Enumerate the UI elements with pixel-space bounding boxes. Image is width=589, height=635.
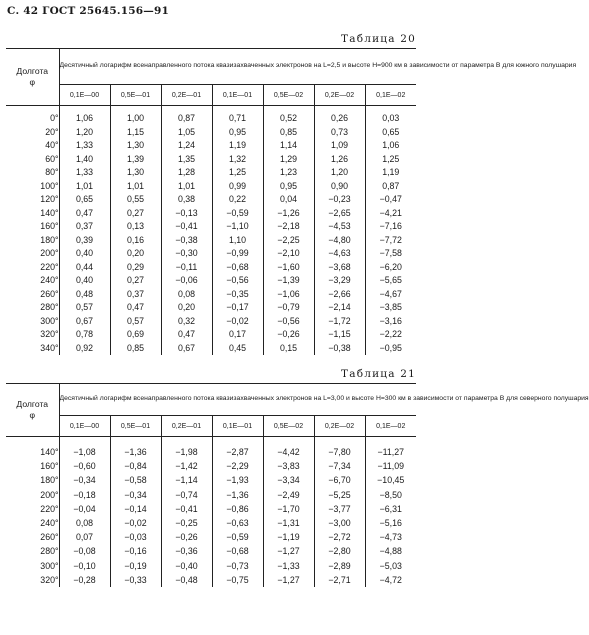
- value-cell: −0,79: [263, 301, 314, 315]
- longitude-cell: 140°: [6, 437, 59, 460]
- value-cell: 1,09: [314, 139, 365, 153]
- value-cell: 0,65: [382, 126, 400, 137]
- value-cell: −0,11: [161, 261, 212, 275]
- value-cell: 0,47: [161, 328, 212, 342]
- value-cell: 0,29: [110, 261, 161, 275]
- table-row: [6, 530, 416, 544]
- value-cell: −0,02: [110, 516, 161, 530]
- value-cell: −4,21: [379, 207, 402, 218]
- longitude-cell: 180°: [6, 473, 59, 487]
- column-header: 0,1E—00: [59, 85, 110, 106]
- longitude-cell: 240°: [6, 516, 59, 530]
- value-cell: 0,40: [59, 247, 110, 261]
- longitude-cell: 280°: [6, 301, 59, 315]
- value-cell: −0,63: [212, 516, 263, 530]
- table-row: [6, 544, 416, 558]
- table-body: [6, 106, 416, 356]
- value-cell: −5,03: [379, 560, 402, 571]
- value-cell: −0,13: [161, 207, 212, 221]
- longitude-header: [6, 384, 59, 437]
- value-cell: −2,18: [263, 220, 314, 234]
- value-cell: 0,48: [59, 288, 110, 302]
- value-cell: 0,08: [59, 516, 110, 530]
- table-row: [6, 288, 416, 302]
- value-cell: −11,09: [377, 461, 404, 472]
- table-row: [6, 139, 416, 153]
- value-cell: −4,63: [314, 247, 365, 261]
- column-header: 0,1E—01: [212, 85, 263, 106]
- value-cell: 1,01: [110, 180, 161, 194]
- value-cell: −1,26: [263, 207, 314, 221]
- value-cell: −0,38: [161, 234, 212, 248]
- value-cell: −0,84: [110, 459, 161, 473]
- value-cell: −7,72: [379, 234, 402, 245]
- value-cell: −0,59: [212, 207, 263, 221]
- value-cell: −3,29: [314, 274, 365, 288]
- value-cell: −7,58: [379, 248, 402, 258]
- value-cell: 1,28: [161, 166, 212, 180]
- longitude-cell: 300°: [6, 559, 59, 573]
- value-cell: −2,65: [314, 207, 365, 221]
- value-cell: 0,67: [59, 315, 110, 329]
- value-cell: 0,52: [263, 106, 314, 126]
- value-cell: 0,85: [110, 342, 161, 356]
- value-cell: −0,56: [212, 274, 263, 288]
- value-cell: −0,26: [263, 328, 314, 342]
- value-cell: −0,19: [110, 559, 161, 573]
- table-row: [6, 573, 416, 587]
- column-header: 0,2E—02: [314, 416, 365, 437]
- value-cell: −5,16: [379, 518, 402, 529]
- value-cell: −0,75: [212, 573, 263, 587]
- longitude-cell: 200°: [6, 247, 59, 261]
- value-cell: −0,17: [212, 301, 263, 315]
- value-cell: −1,15: [314, 328, 365, 342]
- value-cell: −0,02: [212, 315, 263, 329]
- value-cell: −7,16: [379, 221, 402, 231]
- value-cell: 0,90: [314, 180, 365, 194]
- value-cell: 1,15: [110, 126, 161, 140]
- value-cell: 0,08: [161, 288, 212, 302]
- column-header: 0,2E—02: [314, 85, 365, 106]
- column-header: 0,2E—01: [161, 85, 212, 106]
- table-row: [6, 247, 416, 261]
- value-cell: 0,95: [263, 180, 314, 194]
- longitude-cell: 40°: [6, 139, 59, 153]
- value-cell: 1,05: [161, 126, 212, 140]
- value-cell: −0,34: [59, 473, 110, 487]
- table-row: [6, 473, 416, 487]
- longitude-cell: 320°: [6, 328, 59, 342]
- table-row: [6, 261, 416, 275]
- value-cell: 1,01: [161, 180, 212, 194]
- value-cell: −1,10: [212, 220, 263, 234]
- value-cell: −0,14: [110, 502, 161, 516]
- table-row: [6, 488, 416, 502]
- value-cell: −0,95: [379, 342, 402, 353]
- longitude-cell: 300°: [6, 315, 59, 329]
- value-cell: −4,67: [379, 288, 402, 299]
- longitude-cell: 200°: [6, 488, 59, 502]
- value-cell: −0,73: [212, 559, 263, 573]
- value-cell: 0,95: [212, 126, 263, 140]
- table-20-caption: Таблица 20: [341, 33, 416, 45]
- value-cell: −1,39: [263, 274, 314, 288]
- value-cell: −0,47: [379, 194, 402, 204]
- value-cell: −1,27: [263, 573, 314, 587]
- value-cell: −5,25: [314, 488, 365, 502]
- longitude-cell: 180°: [6, 234, 59, 248]
- value-cell: 1,30: [110, 166, 161, 180]
- value-cell: −2,72: [314, 530, 365, 544]
- value-cell: −11,27: [377, 447, 404, 457]
- value-cell: −0,25: [161, 516, 212, 530]
- value-cell: −2,22: [379, 329, 402, 339]
- value-cell: −5,65: [379, 275, 402, 285]
- value-cell: −0,04: [59, 502, 110, 516]
- value-cell: −3,16: [379, 315, 402, 326]
- value-cell: 1,26: [314, 153, 365, 167]
- value-cell: 0,04: [263, 193, 314, 207]
- value-cell: 0,26: [314, 106, 365, 126]
- table-row: [6, 342, 416, 356]
- column-header: 0,5E—01: [110, 416, 161, 437]
- value-cell: 0,40: [59, 274, 110, 288]
- longitude-cell: 280°: [6, 544, 59, 558]
- value-cell: −7,34: [314, 459, 365, 473]
- value-cell: −0,06: [161, 274, 212, 288]
- value-cell: 1,35: [161, 153, 212, 167]
- value-cell: −1,06: [263, 288, 314, 302]
- table-row: [6, 166, 416, 180]
- value-cell: −4,42: [263, 437, 314, 460]
- column-header: 0,1E—00: [59, 416, 110, 437]
- value-cell: −2,10: [263, 247, 314, 261]
- value-cell: 0,27: [110, 207, 161, 221]
- value-cell: 0,17: [212, 328, 263, 342]
- value-cell: 0,85: [263, 126, 314, 140]
- value-cell: 1,10: [212, 234, 263, 248]
- value-cell: −1,14: [161, 473, 212, 487]
- value-cell: 0,71: [212, 106, 263, 126]
- value-cell: 0,87: [382, 180, 400, 191]
- value-cell: 1,19: [212, 139, 263, 153]
- table-21-caption: Таблица 21: [341, 368, 416, 380]
- value-cell: 0,57: [110, 315, 161, 329]
- value-cell: −1,60: [263, 261, 314, 275]
- value-cell: −4,88: [379, 546, 402, 557]
- value-cell: −1,98: [161, 437, 212, 460]
- value-cell: 0,03: [382, 113, 400, 123]
- value-cell: 1,33: [59, 139, 110, 153]
- column-header: 0,5E—02: [263, 85, 314, 106]
- value-cell: −0,34: [110, 488, 161, 502]
- longitude-cell: 80°: [6, 166, 59, 180]
- value-cell: 0,15: [263, 342, 314, 356]
- value-cell: 0,99: [212, 180, 263, 194]
- value-cell: −2,49: [263, 488, 314, 502]
- value-cell: −8,50: [379, 489, 402, 500]
- longitude-cell: 100°: [6, 180, 59, 194]
- value-cell: 0,47: [59, 207, 110, 221]
- value-cell: −0,68: [212, 544, 263, 558]
- table-row: [6, 153, 416, 167]
- table-20: [6, 48, 577, 355]
- value-cell: −0,26: [161, 530, 212, 544]
- value-cell: 0,32: [161, 315, 212, 329]
- table-row: [6, 559, 416, 573]
- value-cell: 1,24: [161, 139, 212, 153]
- value-cell: −6,20: [379, 261, 402, 272]
- value-cell: −0,40: [161, 559, 212, 573]
- value-cell: −6,31: [379, 503, 402, 514]
- value-cell: 1,33: [59, 166, 110, 180]
- value-cell: −0,28: [59, 573, 110, 587]
- value-cell: 0,16: [110, 234, 161, 248]
- longitude-cell: 260°: [6, 288, 59, 302]
- table-row: [6, 459, 416, 473]
- column-header-row: [6, 85, 416, 106]
- value-cell: −0,58: [110, 473, 161, 487]
- value-cell: −0,10: [59, 559, 110, 573]
- value-cell: 0,37: [110, 288, 161, 302]
- value-cell: −0,38: [314, 342, 365, 356]
- value-cell: 0,55: [110, 193, 161, 207]
- value-cell: −1,08: [59, 437, 110, 460]
- value-cell: 0,13: [110, 220, 161, 234]
- value-cell: −0,59: [212, 530, 263, 544]
- longitude-header-text: Долгота φ: [16, 399, 49, 420]
- value-cell: 0,20: [110, 247, 161, 261]
- value-cell: −0,23: [314, 193, 365, 207]
- column-header-row: [6, 416, 416, 437]
- value-cell: 0,22: [212, 193, 263, 207]
- table-row: [6, 516, 416, 530]
- value-cell: 0,44: [59, 261, 110, 275]
- table-row: [6, 193, 416, 207]
- value-cell: −3,34: [263, 473, 314, 487]
- column-header: 0,1E—01: [212, 416, 263, 437]
- value-cell: 0,65: [59, 193, 110, 207]
- value-cell: −2,29: [212, 459, 263, 473]
- column-header: 0,5E—02: [263, 416, 314, 437]
- value-cell: −1,27: [263, 544, 314, 558]
- table-row: [6, 315, 416, 329]
- value-cell: −0,48: [161, 573, 212, 587]
- value-cell: 1,30: [110, 139, 161, 153]
- value-cell: −2,66: [314, 288, 365, 302]
- table-row: [6, 207, 416, 221]
- longitude-cell: 240°: [6, 274, 59, 288]
- longitude-header-text: Долгота φ: [16, 66, 49, 87]
- value-cell: 1,32: [212, 153, 263, 167]
- value-cell: 1,00: [110, 106, 161, 126]
- value-cell: −1,31: [263, 516, 314, 530]
- table-row: [6, 220, 416, 234]
- value-cell: −0,41: [161, 502, 212, 516]
- table-body: [6, 437, 416, 588]
- value-cell: −2,80: [314, 544, 365, 558]
- value-cell: 1,20: [314, 166, 365, 180]
- table-row: [6, 180, 416, 194]
- value-cell: −0,33: [110, 573, 161, 587]
- value-cell: −7,80: [314, 437, 365, 460]
- value-cell: −0,18: [59, 488, 110, 502]
- value-cell: −0,41: [161, 220, 212, 234]
- value-cell: −1,93: [212, 473, 263, 487]
- value-cell: −1,36: [110, 437, 161, 460]
- value-cell: −2,14: [314, 301, 365, 315]
- table-row: [6, 328, 416, 342]
- column-header: 0,1E—02: [365, 85, 416, 106]
- value-cell: 1,25: [212, 166, 263, 180]
- table-row: [6, 106, 416, 126]
- value-cell: 0,38: [161, 193, 212, 207]
- value-cell: −1,36: [212, 488, 263, 502]
- longitude-cell: 260°: [6, 530, 59, 544]
- value-cell: 1,23: [263, 166, 314, 180]
- table-row: [6, 126, 416, 140]
- longitude-cell: 0°: [6, 106, 59, 126]
- value-cell: −1,42: [161, 459, 212, 473]
- value-cell: 0,69: [110, 328, 161, 342]
- table-row: [6, 274, 416, 288]
- table-row: [6, 502, 416, 516]
- value-cell: −0,74: [161, 488, 212, 502]
- page-header: С. 42 ГОСТ 25645.156—91: [7, 5, 169, 17]
- value-cell: −3,77: [314, 502, 365, 516]
- value-cell: −4,80: [314, 234, 365, 248]
- value-cell: −3,00: [314, 516, 365, 530]
- longitude-cell: 140°: [6, 207, 59, 221]
- value-cell: 0,07: [59, 530, 110, 544]
- value-cell: −0,30: [161, 247, 212, 261]
- value-cell: −0,86: [212, 502, 263, 516]
- value-cell: 1,14: [263, 139, 314, 153]
- longitude-header: [6, 49, 59, 106]
- longitude-cell: 60°: [6, 153, 59, 167]
- longitude-cell: 160°: [6, 220, 59, 234]
- value-cell: 0,27: [110, 274, 161, 288]
- value-cell: −4,72: [379, 574, 402, 585]
- value-cell: 0,20: [161, 301, 212, 315]
- value-cell: 0,73: [314, 126, 365, 140]
- value-cell: −3,85: [379, 302, 402, 312]
- value-cell: −0,56: [263, 315, 314, 329]
- value-cell: −10,45: [377, 475, 405, 486]
- value-cell: 0,92: [59, 342, 110, 356]
- table-21: [6, 383, 589, 587]
- value-cell: −2,25: [263, 234, 314, 248]
- value-cell: −1,33: [263, 559, 314, 573]
- value-cell: 1,19: [382, 167, 400, 177]
- value-cell: −4,53: [314, 220, 365, 234]
- value-cell: 0,67: [161, 342, 212, 356]
- value-cell: 1,20: [59, 126, 110, 140]
- value-cell: 0,57: [59, 301, 110, 315]
- value-cell: −1,70: [263, 502, 314, 516]
- column-header: 0,2E—01: [161, 416, 212, 437]
- value-cell: 1,01: [59, 180, 110, 194]
- value-cell: −0,60: [59, 459, 110, 473]
- longitude-cell: 220°: [6, 502, 59, 516]
- value-cell: −2,89: [314, 559, 365, 573]
- value-cell: 1,06: [59, 106, 110, 126]
- value-cell: −0,03: [110, 530, 161, 544]
- table-description: Десятичный логарифм всенаправленного потока квазизахваченных электронов на L=3,00 и высоте H=300 км в зависимости от параметра B для северного полушария: [59, 384, 416, 416]
- value-cell: −0,99: [212, 247, 263, 261]
- longitude-cell: 320°: [6, 573, 59, 587]
- value-cell: −3,83: [263, 459, 314, 473]
- value-cell: −0,35: [212, 288, 263, 302]
- value-cell: −1,72: [314, 315, 365, 329]
- table-row: [6, 437, 416, 460]
- value-cell: −0,08: [59, 544, 110, 558]
- value-cell: −0,68: [212, 261, 263, 275]
- value-cell: −0,36: [161, 544, 212, 558]
- value-cell: 0,37: [59, 220, 110, 234]
- value-cell: −1,19: [263, 530, 314, 544]
- longitude-cell: 160°: [6, 459, 59, 473]
- longitude-cell: 120°: [6, 193, 59, 207]
- table-row: [6, 301, 416, 315]
- value-cell: 0,45: [212, 342, 263, 356]
- column-header: 0,1E—02: [365, 416, 416, 437]
- value-cell: 1,29: [263, 153, 314, 167]
- value-cell: −3,68: [314, 261, 365, 275]
- column-header: 0,5E—01: [110, 85, 161, 106]
- longitude-cell: 220°: [6, 261, 59, 275]
- value-cell: 1,40: [59, 153, 110, 167]
- value-cell: −6,70: [314, 473, 365, 487]
- value-cell: 0,78: [59, 328, 110, 342]
- value-cell: 1,06: [382, 140, 400, 150]
- value-cell: 0,87: [161, 106, 212, 126]
- table-row: [6, 234, 416, 248]
- table-description: Десятичный логарифм всенаправленного потока квазизахваченных электронов на L=2,5 и высоте H=900 км в зависимости от параметра B для южного полушария: [59, 49, 416, 85]
- value-cell: −0,16: [110, 544, 161, 558]
- value-cell: −2,71: [314, 573, 365, 587]
- value-cell: −2,87: [212, 437, 263, 460]
- value-cell: 0,39: [59, 234, 110, 248]
- longitude-cell: 20°: [6, 126, 59, 140]
- value-cell: −4,73: [379, 532, 402, 543]
- value-cell: 1,25: [382, 153, 400, 164]
- value-cell: 1,39: [110, 153, 161, 167]
- longitude-cell: 340°: [6, 342, 59, 356]
- value-cell: 0,47: [110, 301, 161, 315]
